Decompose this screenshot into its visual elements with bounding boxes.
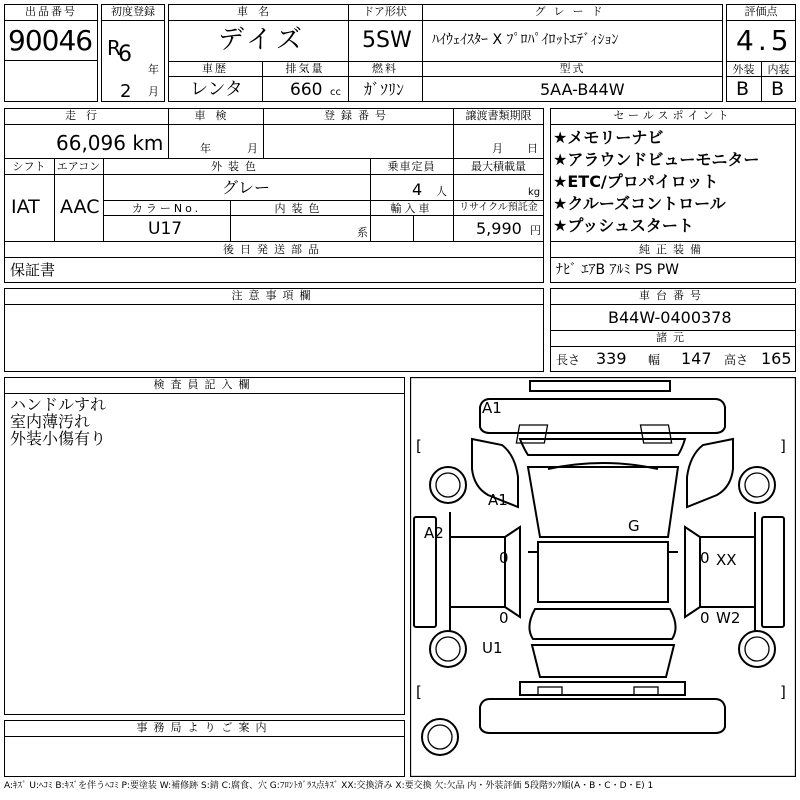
aircon-label: エアコン <box>56 160 101 173</box>
capacity: 4 <box>412 180 423 199</box>
exterior-color-label: 外装色 <box>211 160 262 173</box>
score: 4.5 <box>736 24 793 57</box>
damage-mark: A2 <box>424 524 444 542</box>
mileage: 66,096 km <box>56 131 164 155</box>
year-unit: 年 <box>148 63 159 76</box>
bracket: ] <box>780 683 786 701</box>
capacity-label: 乗車定員 <box>387 160 436 173</box>
exterior-color: グレー <box>222 178 271 197</box>
aircon: AAC <box>60 196 100 218</box>
interior-label: 内装 <box>767 63 790 76</box>
specs-label: 諸元 <box>656 331 690 344</box>
length: 339 <box>596 349 627 368</box>
displacement: 660 <box>290 80 323 100</box>
chassis-label: 車台番号 <box>639 289 707 302</box>
displacement-label: 排気量 <box>285 62 325 75</box>
panel-zero: 0 <box>499 549 509 567</box>
lot-number-label: 出品番号 <box>25 5 77 18</box>
later-parts-label: 後日発送部品 <box>223 243 325 256</box>
recycle-label: リサイクル預託金 <box>459 202 538 213</box>
month-unit: 月 <box>148 85 159 98</box>
model: 5AA-B44W <box>540 80 625 99</box>
door-type: 5SW <box>362 28 412 53</box>
interior-grade: B <box>771 78 785 100</box>
era: R <box>107 36 121 60</box>
car-name: デイズ <box>218 25 306 55</box>
damage-mark: W2 <box>716 609 741 627</box>
interior-color-label: 内装色 <box>274 202 326 215</box>
interior-color-unit: 系 <box>357 226 368 239</box>
score-label: 評価点 <box>744 5 778 18</box>
inspector-notes-label: 検査員記入欄 <box>153 378 256 391</box>
bracket: [ <box>416 437 422 455</box>
inspector-note: 室内薄汚れ <box>10 412 91 431</box>
panel-zero: 0 <box>700 609 710 627</box>
inspector-note: 外装小傷有り <box>10 429 107 448</box>
damage-mark: A1 <box>482 399 502 417</box>
transfer-day-unit: 日 <box>527 142 538 155</box>
max-load-unit: kg <box>528 187 541 198</box>
model-label: 型式 <box>559 62 586 75</box>
height: 165 <box>761 349 792 368</box>
door-label: ドア形状 <box>363 5 407 18</box>
max-load-label: 最大積載量 <box>471 160 526 173</box>
standard-equipment-label: 純正装備 <box>639 243 707 256</box>
legend: A:ｷｽﾞ U:ﾍｺﾐ B:ｷｽﾞを伴うﾍｺﾐ P:要塗装 W:補修跡 S:錆 C:腐食、穴 G:ﾌﾛﾝﾄｶﾞﾗｽ点ｷｽﾞ XX:交換済み X:要交換 欠:欠品 内・外装評価 5段階ﾗﾝｸ順(A・B・C・D・E) 1 <box>4 781 654 791</box>
office-notice-label: 事務局よりご案内 <box>136 721 273 734</box>
car-damage-diagram <box>410 377 796 777</box>
bracket: [ <box>416 683 422 701</box>
recycle-fee: 5,990 <box>476 219 522 238</box>
recycle-unit: 円 <box>530 224 541 237</box>
exterior-grade: B <box>736 78 750 100</box>
damage-mark: XX <box>716 551 737 569</box>
history-label: 車歴 <box>202 62 228 75</box>
damage-mark: A1 <box>488 491 508 509</box>
registration-number-label: 登録番号 <box>324 109 392 122</box>
sales-point: ★プッシュスタート <box>553 216 694 235</box>
car-name-label: 車名 <box>237 5 279 18</box>
grade-label: グレード <box>534 5 611 18</box>
sales-point: ★ETC/プロパイロット <box>553 172 719 191</box>
shift-label: シフト <box>12 160 46 173</box>
height-label: 高さ <box>724 353 749 367</box>
damage-mark: U1 <box>482 639 503 657</box>
import-label: 輸入車 <box>390 202 433 215</box>
shift: IAT <box>11 196 40 218</box>
reg-month: 2 <box>120 81 132 102</box>
color-number-label: カラーNo. <box>131 202 202 215</box>
panel-zero: 0 <box>700 549 710 567</box>
inspection-year-unit: 年 <box>200 142 211 155</box>
notes-label: 注意事項欄 <box>231 289 317 302</box>
reg-year: 6 <box>118 42 132 67</box>
transfer-month-unit: 月 <box>492 142 503 155</box>
standard-equipment: ﾅﾋﾞ ｴｱB ｱﾙﾐ PS PW <box>556 262 680 278</box>
inspection-month-unit: 月 <box>247 142 258 155</box>
sales-point: ★メモリーナビ <box>553 128 664 147</box>
color-number: U17 <box>148 219 183 239</box>
grade: ﾊｲｳｪｲｽﾀｰ X ﾌﾟﾛﾊﾟｲﾛｯﾄｴﾃﾞｨｼｮﾝ <box>432 32 619 48</box>
first-registration-label: 初度登録 <box>111 5 155 18</box>
damage-mark: G <box>628 517 640 535</box>
transfer-deadline-label: 譲渡書類期限 <box>465 109 532 122</box>
sales-point: ★アラウンドビューモニター <box>553 150 760 169</box>
history: レンタ <box>190 79 243 100</box>
sales-point: ★クルーズコントロール <box>553 194 726 213</box>
sales-points-label: セールスポイント <box>613 109 733 122</box>
displacement-unit: cc <box>330 87 341 98</box>
later-parts: 保証書 <box>10 261 56 279</box>
exterior-label: 外装 <box>732 63 755 76</box>
width: 147 <box>681 349 712 368</box>
mileage-label: 走行 <box>65 109 107 122</box>
chassis-number: B44W-0400378 <box>608 308 732 327</box>
inspection-label: 車検 <box>194 109 237 122</box>
lot-number: 90046 <box>8 24 93 57</box>
fuel-label: 燃料 <box>372 62 398 75</box>
panel-zero: 0 <box>499 609 509 627</box>
width-label: 幅 <box>648 353 661 367</box>
bracket: ] <box>780 437 786 455</box>
fuel: ｶﾞｿﾘﾝ <box>364 80 405 99</box>
inspector-note: ハンドルすれ <box>10 395 107 414</box>
capacity-unit: 人 <box>436 185 447 198</box>
length-label: 長さ <box>556 353 581 367</box>
